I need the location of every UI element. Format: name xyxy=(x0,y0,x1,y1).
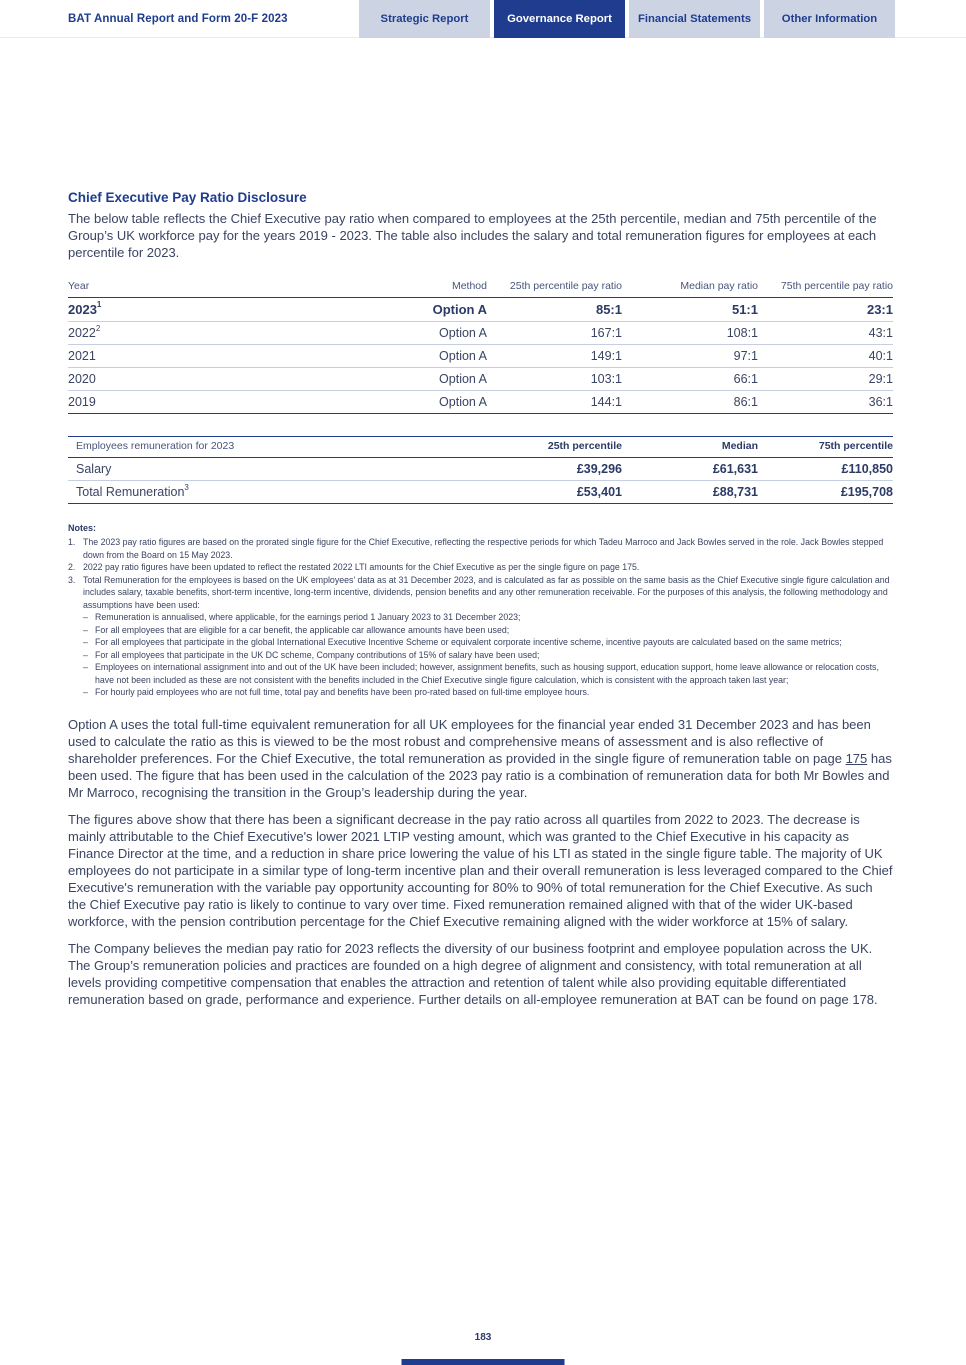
column-header-year: Year xyxy=(68,277,348,298)
notes-heading: Notes: xyxy=(68,522,97,533)
note-2: 2. 2022 pay ratio figures have been updated to reflect the restated 2022 LTI amounts for the Chief Executive as per the single figure on page 175. xyxy=(68,562,640,573)
column-header-label: Employees remuneration for 2023 xyxy=(68,436,488,457)
footer-bar xyxy=(402,1359,565,1365)
cell-25th: 149:1 xyxy=(487,344,622,367)
table-row-2022 xyxy=(68,321,893,344)
note-3: 3. Total Remuneration for the employees is based on the UK employees’ data as at 31 December 2023, and is calculated as far as possible on the same basis as the Chief Executive single figure calculation and includes salary, taxable benefits, short-term incentive, long-term incentive, dividends, pension benefits and any other remuneration receivable. For the purposes of this analysis, the following methodology and assumptions have been used: xyxy=(68,574,890,610)
column-header-25th: 25th percentile xyxy=(488,436,622,457)
page-175-link[interactable]: 175 xyxy=(845,751,868,767)
cell-median: 97:1 xyxy=(622,344,758,367)
cell-year: 2021 xyxy=(68,344,348,367)
cell-year: 2020 xyxy=(68,367,348,390)
cell-25th: 167:1 xyxy=(487,321,622,344)
column-header-median: Median xyxy=(622,436,758,457)
note-3-bullet: – For hourly paid employees who are not full time, total pay and benefits have been pro-rated based on full-time employee hours. xyxy=(83,687,590,698)
note-3-bullet: – For all employees that participate in the UK DC scheme, Company contributions of 15% of salary have been used; xyxy=(83,649,540,660)
page-number: 183 xyxy=(474,1332,492,1343)
cell-median: 66:1 xyxy=(622,367,758,390)
cell-method: Option A xyxy=(348,321,487,344)
table-header-row xyxy=(68,436,893,457)
paragraph-option-a: Option A uses the total full-time equivalent remuneration for all UK employees for the financial year ended 31 December 2023 and has been used to calculate the ratio as this is viewed to be the most robust and comprehensive means of assessment and is also reflective of shareholder preferences. For the Chief Executive, the total remuneration as provided in the single figure of remuneration table on page 175 has been used. The figure that has been used in the calculation of the 2023 pay ratio is a combination of remuneration data for both Mr Bowles and Mr Marroco, recognising the transition in the Group’s leadership during the year. xyxy=(68,716,892,801)
cell-year: 2022$^2$ xyxy=(68,321,348,344)
cell-75th: 36:1 xyxy=(758,390,893,413)
cell-year: 2023$^1$ xyxy=(68,297,348,321)
table-row-2020 xyxy=(68,367,893,390)
table-row-salary xyxy=(68,457,893,480)
note-3-bullet: – For all employees that participate in the global International Executive Incentive Scheme or equivalent corporate incentive scheme, incentive payouts are calculated based on the same metrics; xyxy=(83,637,842,648)
cell-75th: 23:1 xyxy=(758,297,893,321)
note-3-bullet: – Remuneration is annualised, where applicable, for the earnings period 1 January 2023 to 31 December 2023; xyxy=(83,612,521,623)
table-row-2019 xyxy=(68,390,893,413)
note-ref-2: 2 xyxy=(95,323,101,333)
tab-other-information[interactable]: Other Information xyxy=(764,0,895,38)
note-3-bullet: – For all employees that are eligible for a car benefit, the applicable car allowance amounts have been used; xyxy=(83,624,510,635)
tab-strategic-report[interactable]: Strategic Report xyxy=(359,0,490,38)
cell-25th: £53,401 xyxy=(488,480,622,503)
cell-25th: 103:1 xyxy=(487,367,622,390)
document-title: BAT Annual Report and Form 20-F 2023 xyxy=(68,13,288,25)
cell-median: 86:1 xyxy=(622,390,758,413)
employees-remuneration-table xyxy=(68,436,893,504)
paragraph-median-pay-ratio: The Company believes the median pay ratio for 2023 reflects the diversity of our business footprint and employee population across the UK. The Group’s remuneration policies and practices are founded on a high degree of alignment and consistency, with total remuneration at all levels providing competitive compensation that enables the attraction and retention of talent while also providing equitable differentiated remuneration based on grade, performance and experience. Further details on all-employee remuneration at BAT can be found on page 178. xyxy=(68,940,878,1008)
cell-label: Salary xyxy=(68,457,488,480)
note-ref-3: 3 xyxy=(184,482,189,492)
cell-method: Option A xyxy=(348,297,487,321)
table-header-row xyxy=(68,277,893,298)
tab-governance-report[interactable]: Governance Report xyxy=(494,0,625,38)
cell-method: Option A xyxy=(348,390,487,413)
cell-method: Option A xyxy=(348,367,487,390)
cell-25th: 85:1 xyxy=(487,297,622,321)
column-header-method: Method xyxy=(348,277,487,298)
column-header-25th: 25th percentile pay ratio xyxy=(487,277,622,298)
cell-75th: £110,850 xyxy=(758,457,893,480)
main-content xyxy=(68,190,893,1017)
cell-75th: 29:1 xyxy=(758,367,893,390)
body-copy xyxy=(68,716,893,1009)
section-tabs xyxy=(359,0,895,38)
cell-25th: £39,296 xyxy=(488,457,622,480)
notes-section xyxy=(68,522,893,699)
note-3-bullet: – Employees on international assignment into and out of the UK have been included; however, assignment benefits, such as housing support, education support, home leave allowance or relocation costs, have not been included as these are not consistent with the benefits included in the Chief Executive single figure calculation, which is consistent with the approach taken last year; xyxy=(83,662,879,685)
note-ref-1: 1 xyxy=(96,299,102,309)
table-row-2023 xyxy=(68,297,893,321)
header xyxy=(0,0,966,38)
cell-median: 51:1 xyxy=(622,297,758,321)
intro-paragraph: The below table reflects the Chief Executive pay ratio when compared to employees at the 25th percentile, median and 75th percentile of the Group’s UK workforce pay for the years 2019 - 2023. The table also includes the salary and total remuneration figures for employees at each percentile for 2023. xyxy=(68,211,877,260)
cell-75th: £195,708 xyxy=(758,480,893,503)
cell-median: £61,631 xyxy=(622,457,758,480)
cell-year: 2019 xyxy=(68,390,348,413)
column-header-median: Median pay ratio xyxy=(622,277,758,298)
column-header-75th: 75th percentile pay ratio xyxy=(758,277,893,298)
cell-75th: 43:1 xyxy=(758,321,893,344)
cell-label: Total Remuneration$^3$ xyxy=(68,480,488,503)
cell-method: Option A xyxy=(348,344,487,367)
cell-75th: 40:1 xyxy=(758,344,893,367)
table-row-total-remuneration xyxy=(68,480,893,503)
pay-ratio-table xyxy=(68,277,893,414)
page-title: Chief Executive Pay Ratio Disclosure xyxy=(68,190,307,205)
paragraph-pay-ratio-decrease: The figures above show that there has been a significant decrease in the pay ratio across all quartiles from 2022 to 2023. The decrease is mainly attributable to the Chief Executive's lower 2021 LTIP vesting amount, which was granted to the Chief Executive in his capacity as Finance Director at the time, and a reduction in share price lowering the value of his LTI as stated in the single figure table. The majority of UK employees do not participate in a similar type of long-term incentive plan and their overall remuneration is less leveraged compared to the Chief Executive's remuneration with the variable pay opportunity accounting for 80% to 90% of total remuneration for the Chief Executive. As such the Chief Executive pay ratio is likely to continue to vary over time. Fixed remuneration remained aligned with that of the wider UK-based workforce, with the pension contribution percentage for the Chief Executive remaining aligned with the wider workforce at 15% of salary. xyxy=(68,811,893,930)
column-header-75th: 75th percentile xyxy=(758,436,893,457)
table-row-2021 xyxy=(68,344,893,367)
cell-25th: 144:1 xyxy=(487,390,622,413)
tab-financial-statements[interactable]: Financial Statements xyxy=(629,0,760,38)
cell-median: £88,731 xyxy=(622,480,758,503)
cell-median: 108:1 xyxy=(622,321,758,344)
note-1: 1. The 2023 pay ratio figures are based on the prorated single figure for the Chief Executive, reflecting the respective periods for which Tadeu Marroco and Jack Bowles served in the role. Jack Bowles stepped down from the Board on 15 May 2023. xyxy=(68,537,884,560)
